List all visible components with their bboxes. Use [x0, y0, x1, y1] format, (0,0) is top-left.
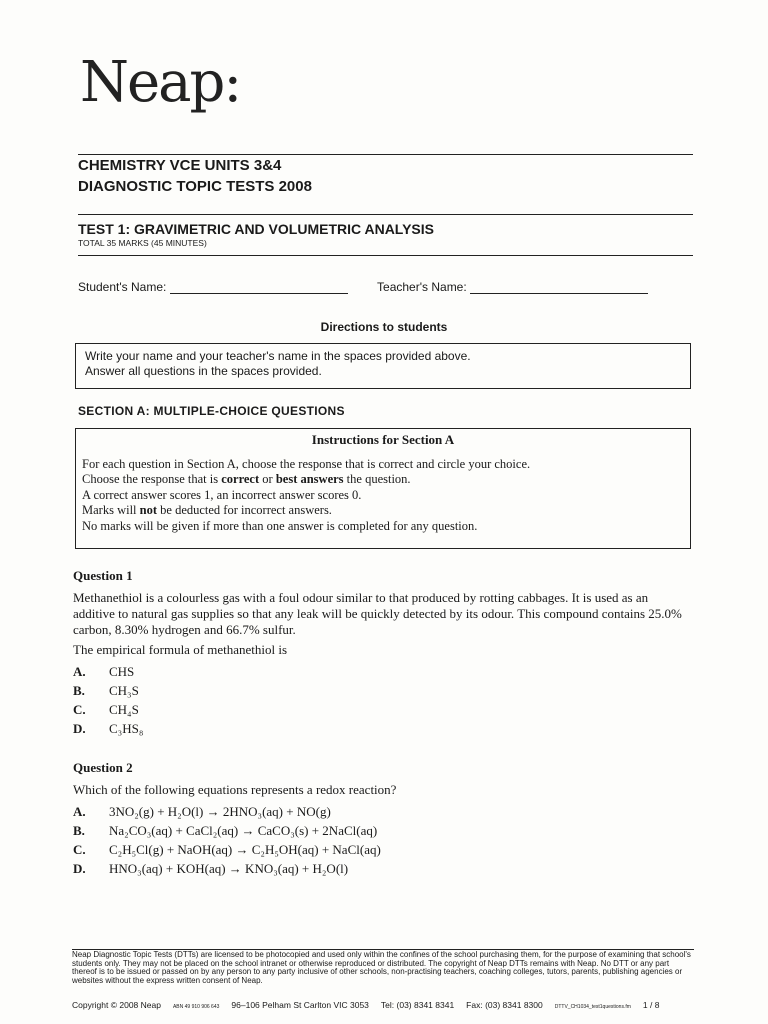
instruction-line: Marks will not be deducted for incorrect answers. — [82, 503, 332, 517]
fax: Fax: (03) 8341 8300 — [466, 1000, 543, 1010]
student-name-label: Student's Name: — [78, 280, 167, 294]
footer-bottom-line — [72, 1000, 694, 1010]
answer-option-d[interactable]: D. HNO₃(aq) + KOH(aq) → KNO₃(aq) + H₂O(l) — [73, 860, 349, 876]
file-code: DTTV_CH1034_test1questions.fm — [554, 1004, 631, 1010]
neap-logo: Neap: — [80, 50, 241, 115]
directions-box — [75, 343, 691, 389]
student-name-blank[interactable] — [170, 281, 348, 294]
instruction-line: No marks will be given if more than one answer is completed for any question. — [82, 518, 478, 533]
instruction-line: For each question in Section A, choose the response that is correct and circle your choice. — [82, 456, 531, 471]
answer-option-a[interactable]: A. 3NO₂(g) + H₂O(l) → 2HNO₃(aq) + NO(g) — [73, 803, 331, 819]
directions-line: Write your name and your teacher's name in the spaces provided above. — [85, 349, 471, 363]
address: 96–106 Pelham St Carlton VIC 3053 — [231, 1000, 369, 1010]
question-stem: Methanethiol is a colourless gas with a foul odour similar to that produced by rotting cabbages. It is used as an additive to natural gas supplies so that any leak will be quickly detected by its odour. This compound contains 25.0% carbon, 8.30% hydrogen and 66.7% sulfur. — [73, 590, 682, 637]
question-prompt: The empirical formula of methanethiol is — [73, 642, 288, 657]
copyright: Copyright © 2008 Neap — [72, 1000, 161, 1010]
teacher-name-blank[interactable] — [470, 281, 648, 294]
answer-option-c[interactable]: C. CH₄S — [73, 701, 139, 717]
course-title-line1: CHEMISTRY VCE UNITS 3&4 — [78, 157, 282, 174]
course-title-line2: DIAGNOSTIC TOPIC TESTS 2008 — [78, 178, 312, 195]
instructions-title: Instructions for Section A — [311, 432, 455, 447]
abn: ABN 49 910 906 643 — [172, 1004, 220, 1010]
telephone: Tel: (03) 8341 8341 — [380, 1000, 455, 1010]
footer-notice: Neap Diagnostic Topic Tests (DTTs) are licensed to be photocopied and used only within the confines of the school purchasing them, for the purpose of examining that school's students only. They may not be placed on the school intranet or otherwise reproduced or distributed. The copyright of Neap DTTs remains with Neap. No DTT or any part thereof is to be issued or passed on by any person to any party inclusive of other schools, non-practising teachers, coaching colleges, tutors, parents, publishing agencies or websites without the express written consent of Neap. — [72, 950, 691, 985]
question-2 — [73, 760, 693, 878]
answer-option-a[interactable]: A. CHS — [73, 663, 135, 679]
meta-rule — [78, 255, 693, 256]
test-title: TEST 1: GRAVIMETRIC AND VOLUMETRIC ANALYSIS — [78, 221, 434, 237]
question-1 — [73, 568, 693, 738]
course-title — [78, 155, 312, 197]
directions-line: Answer all questions in the spaces provided. — [85, 364, 322, 378]
answer-option-b[interactable]: B. CH₃S — [73, 682, 139, 698]
answer-option-b[interactable]: B. Na₂CO₃(aq) + CaCl₂(aq) → CaCO₃(s) + 2NaCl(aq) — [73, 822, 378, 838]
page-number: 1 / 8 — [642, 1000, 660, 1010]
student-name-field[interactable] — [78, 280, 348, 294]
section-a-instructions-box — [75, 428, 691, 549]
question-heading: Question 2 — [73, 760, 133, 775]
teacher-name-label: Teacher's Name: — [377, 280, 467, 294]
answer-option-d[interactable]: D. C₃HS₈ — [73, 720, 144, 736]
section-a-heading: SECTION A: MULTIPLE-CHOICE QUESTIONS — [78, 404, 345, 418]
question-heading: Question 1 — [73, 568, 133, 583]
directions-heading: Directions to students — [320, 320, 448, 334]
test-meta: TOTAL 35 MARKS (45 MINUTES) — [78, 238, 207, 248]
instruction-line: Choose the response that is correct or best answers the question. — [82, 472, 411, 486]
question-prompt: Which of the following equations represents a redox reaction? — [73, 782, 397, 797]
answer-option-c[interactable]: C. C₂H₅Cl(g) + NaOH(aq) → C₂H₅OH(aq) + NaCl(aq) — [73, 841, 381, 857]
title-rule — [78, 214, 693, 215]
teacher-name-field[interactable] — [377, 280, 648, 294]
name-fields — [78, 280, 678, 294]
instruction-line: A correct answer scores 1, an incorrect answer scores 0. — [82, 487, 362, 502]
